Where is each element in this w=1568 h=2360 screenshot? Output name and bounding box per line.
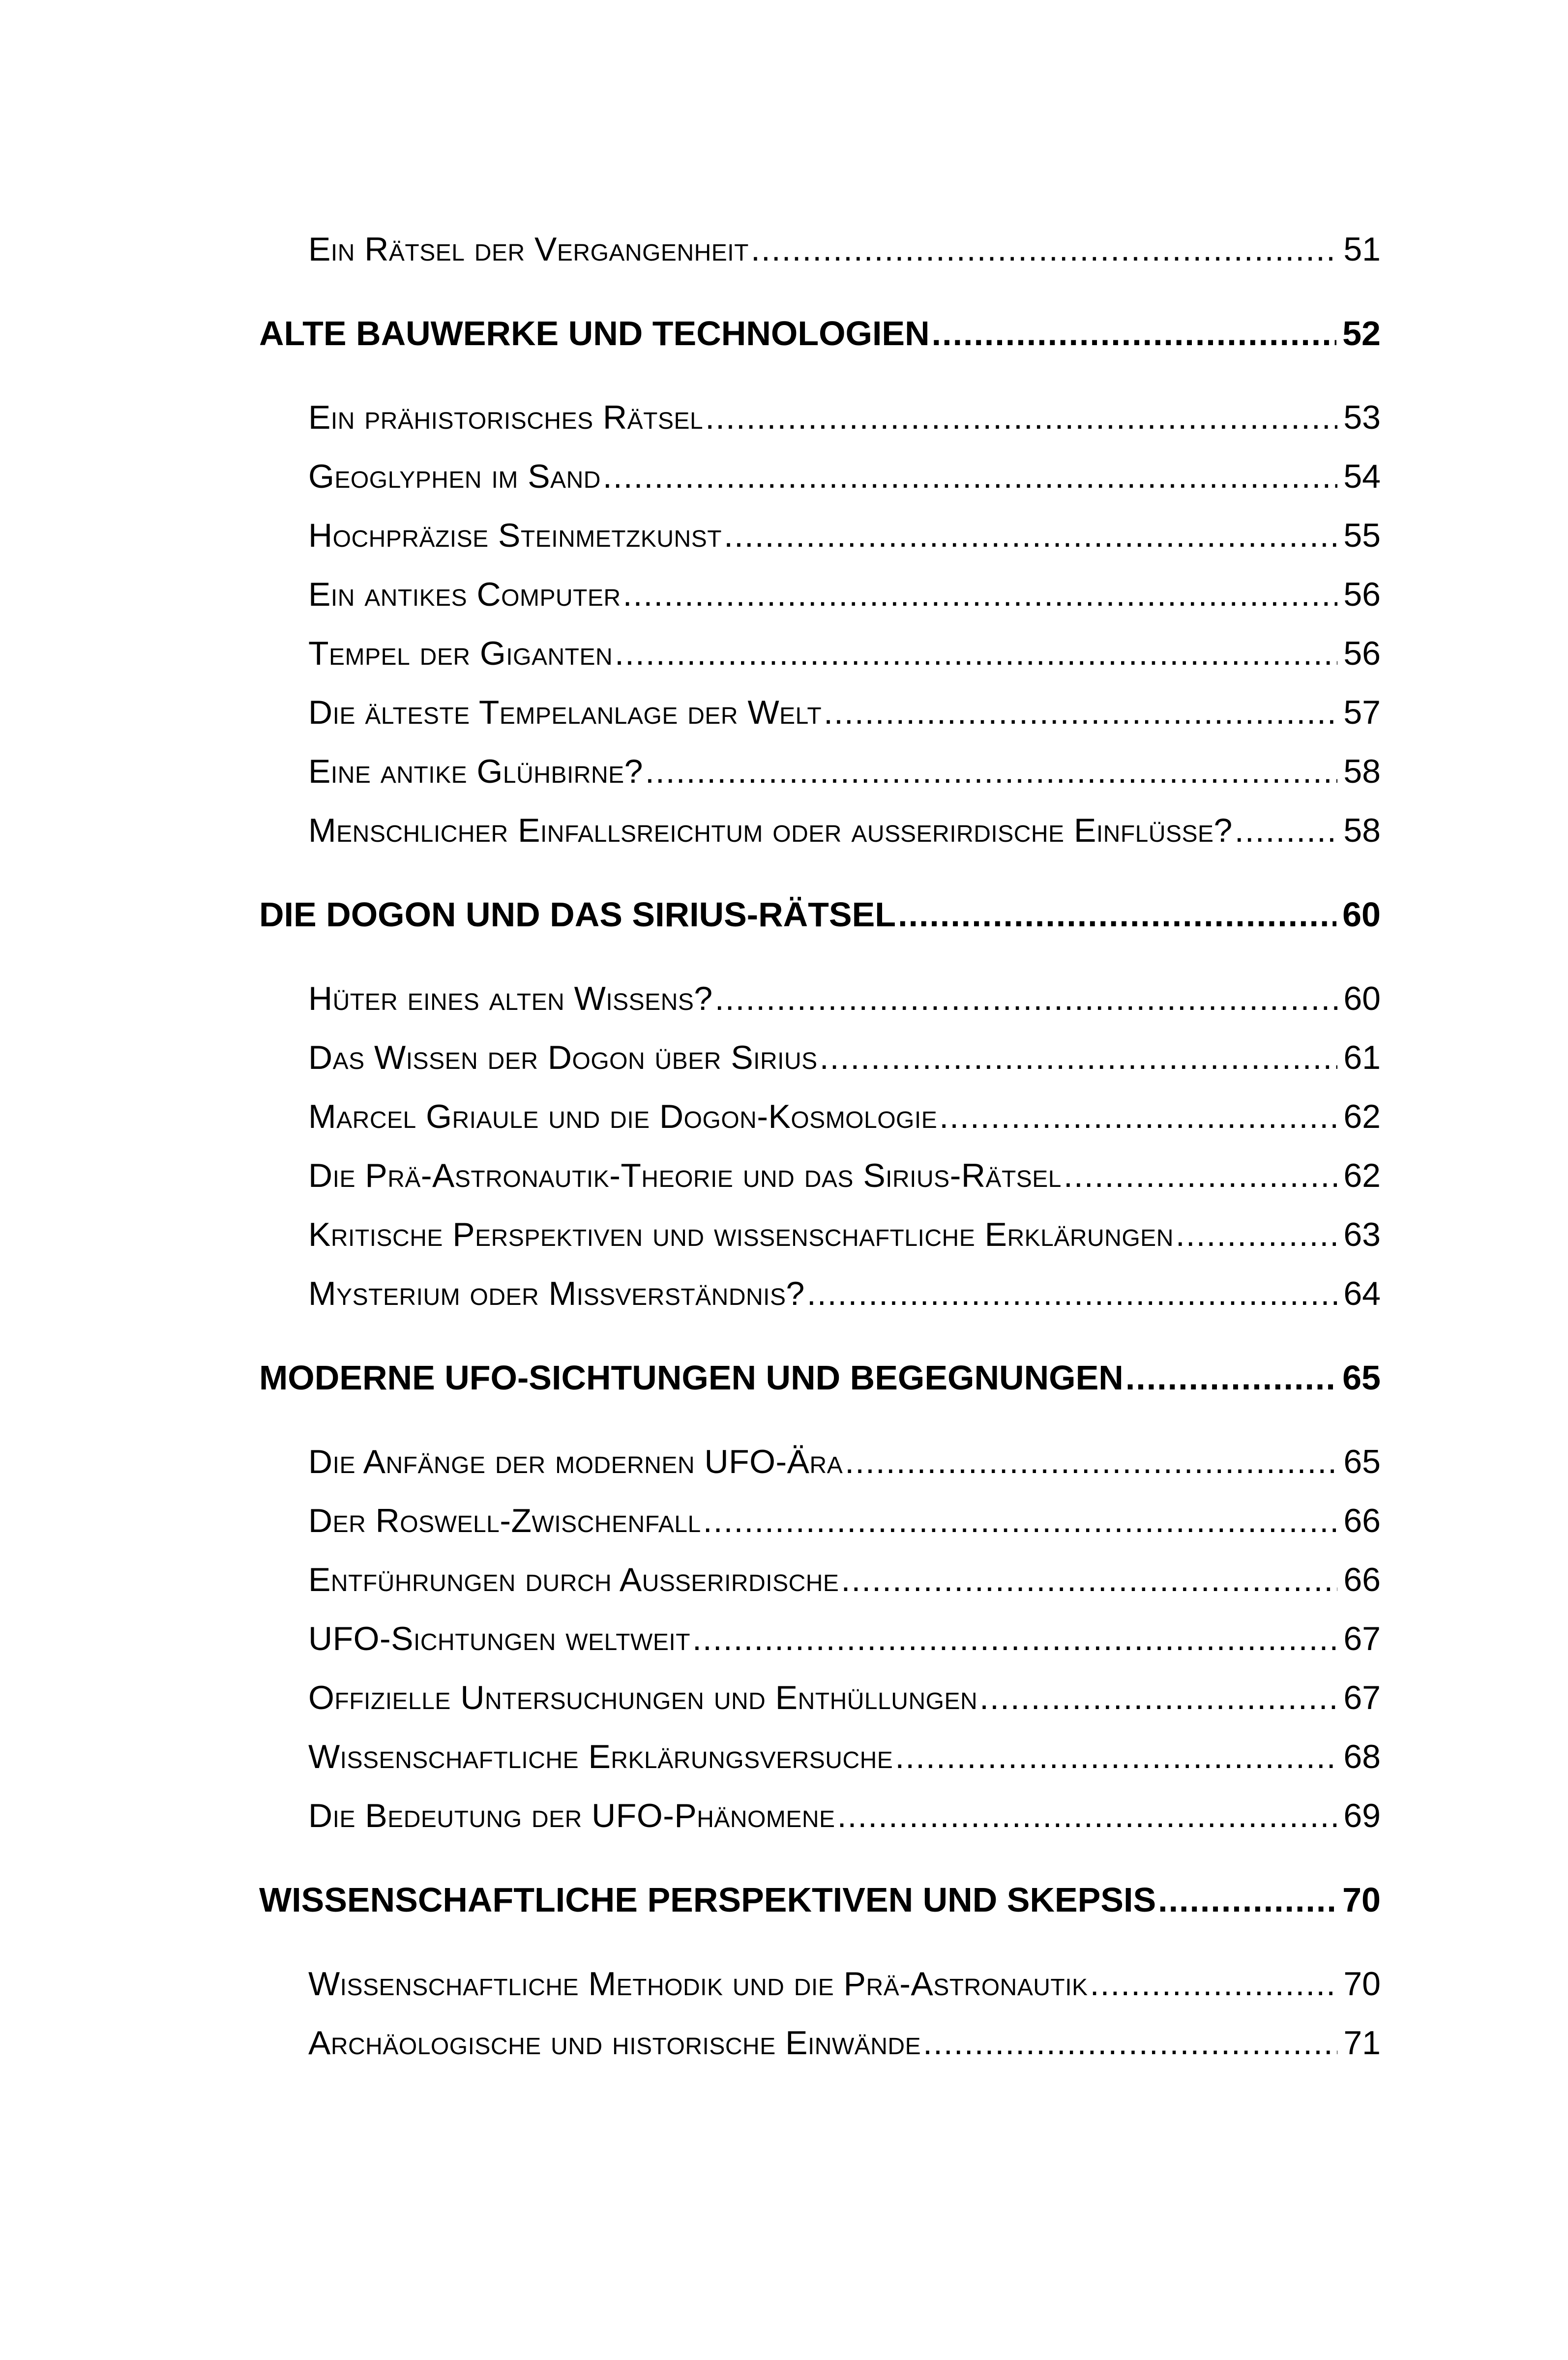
- toc-entry-title: Hochpräzise Steinmetzkunst: [308, 517, 722, 554]
- toc-entry[interactable]: [308, 814, 1381, 847]
- toc-entry-page: 62: [1343, 1157, 1381, 1194]
- toc-chapter[interactable]: [259, 316, 1381, 351]
- toc-chapter[interactable]: [259, 1360, 1381, 1395]
- dot-leader: [932, 316, 1336, 351]
- dot-leader: [895, 1740, 1337, 1773]
- dot-leader: [1176, 1218, 1337, 1251]
- toc-entry-title: Das Wissen der Dogon über Sirius: [308, 1039, 818, 1076]
- toc-chapter-title: MODERNE UFO-SICHTUNGEN UND BEGEGNUNGEN: [259, 1358, 1124, 1397]
- dot-leader: [751, 233, 1337, 266]
- toc-entry-title: Eine antike Glühbirne?: [308, 753, 643, 790]
- toc-entry[interactable]: [308, 578, 1381, 611]
- toc-entry-title: UFO-Sichtungen weltweit: [308, 1620, 691, 1657]
- toc-entry-page: 64: [1343, 1275, 1381, 1312]
- toc-chapter[interactable]: [259, 1883, 1381, 1917]
- dot-leader: [645, 755, 1337, 788]
- toc-entry-page: 70: [1343, 1965, 1381, 2003]
- toc-entry-page: 56: [1343, 576, 1381, 613]
- dot-leader: [837, 1799, 1338, 1832]
- toc-entry-page: 54: [1343, 458, 1381, 495]
- toc-entry[interactable]: [308, 1277, 1381, 1310]
- toc-entry-title: Offizielle Untersuchungen und Enthüllungen: [308, 1679, 978, 1716]
- dot-leader: [979, 1681, 1337, 1714]
- toc-entry-page: 68: [1343, 1738, 1381, 1775]
- dot-leader: [623, 578, 1338, 611]
- dot-leader: [898, 897, 1336, 932]
- toc-entry[interactable]: [308, 1041, 1381, 1074]
- toc-entry-page: 61: [1343, 1039, 1381, 1076]
- toc-entry-page: 66: [1343, 1502, 1381, 1539]
- toc-entry[interactable]: [308, 755, 1381, 788]
- toc-chapter-page: 70: [1342, 1881, 1381, 1919]
- toc-entry-title: Geoglyphen im Sand: [308, 458, 601, 495]
- toc-entry[interactable]: [308, 1740, 1381, 1773]
- toc-entry-title: Hüter eines alten Wissens?: [308, 980, 713, 1017]
- dot-leader: [845, 1445, 1337, 1478]
- toc-entry[interactable]: [308, 1563, 1381, 1596]
- toc-entry-page: 67: [1343, 1679, 1381, 1716]
- toc-entry-page: 63: [1343, 1216, 1381, 1253]
- dot-leader: [1235, 814, 1337, 847]
- toc-entry[interactable]: [308, 1100, 1381, 1133]
- dot-leader: [1064, 1159, 1337, 1192]
- toc-entry-page: 57: [1343, 694, 1381, 731]
- toc-entry[interactable]: [308, 1218, 1381, 1251]
- dot-leader: [807, 1277, 1338, 1310]
- toc-entry-title: Archäologische und historische Einwände: [308, 2024, 921, 2062]
- toc-entry-page: 66: [1343, 1561, 1381, 1598]
- toc-entry[interactable]: [308, 1799, 1381, 1832]
- toc-entry-title: Ein prähistorisches Rätsel: [308, 399, 704, 436]
- dot-leader: [824, 696, 1337, 729]
- dot-leader: [705, 401, 1337, 434]
- toc-entry-title: Die Bedeutung der UFO-Phänomene: [308, 1797, 835, 1834]
- toc-entry[interactable]: [308, 1159, 1381, 1192]
- toc-chapter-page: 65: [1342, 1358, 1381, 1397]
- toc-chapter-page: 52: [1342, 314, 1381, 353]
- toc-chapter[interactable]: [259, 897, 1381, 932]
- toc-entry[interactable]: [308, 519, 1381, 552]
- toc-entry-title: Der Roswell-Zwischenfall: [308, 1502, 701, 1539]
- toc-entry-page: 55: [1343, 517, 1381, 554]
- toc-entry[interactable]: [308, 696, 1381, 729]
- toc-chapter-page: 60: [1342, 895, 1381, 934]
- toc-entry-title: Entführungen durch Außerirdische: [308, 1561, 839, 1598]
- dot-leader: [841, 1563, 1337, 1596]
- toc-chapter-title: DIE DOGON UND DAS SIRIUS-RÄTSEL: [259, 895, 896, 934]
- dot-leader: [615, 637, 1337, 670]
- dot-leader: [923, 2026, 1337, 2060]
- toc-entry[interactable]: [308, 637, 1381, 670]
- toc-entry-page: 71: [1343, 2024, 1381, 2062]
- toc-entry[interactable]: [308, 1445, 1381, 1478]
- toc-entry[interactable]: [308, 401, 1381, 434]
- dot-leader: [715, 982, 1338, 1015]
- dot-leader: [692, 1622, 1337, 1655]
- toc-entry[interactable]: [308, 1681, 1381, 1714]
- dot-leader: [820, 1041, 1338, 1074]
- dot-leader: [1125, 1360, 1336, 1395]
- toc-entry[interactable]: [308, 233, 1381, 266]
- toc-entry-title: Die Anfänge der modernen UFO-Ära: [308, 1443, 843, 1480]
- dot-leader: [603, 460, 1337, 493]
- dot-leader: [939, 1100, 1337, 1133]
- toc-entry-page: 62: [1343, 1098, 1381, 1135]
- toc-entry[interactable]: [308, 982, 1381, 1015]
- toc-entry[interactable]: [308, 460, 1381, 493]
- toc-entry-page: 67: [1343, 1620, 1381, 1657]
- dot-leader: [724, 519, 1337, 552]
- dot-leader: [1090, 1967, 1338, 2001]
- toc-entry-page: 58: [1343, 753, 1381, 790]
- toc-entry-title: Wissenschaftliche Erklärungsversuche: [308, 1738, 893, 1775]
- toc-entry-title: Marcel Griaule und die Dogon-Kosmologie: [308, 1098, 938, 1135]
- toc-entry-title: Menschlicher Einfallsreichtum oder außerirdische Einflüsse?: [308, 812, 1233, 849]
- toc-entry-page: 65: [1343, 1443, 1381, 1480]
- toc-entry-title: Tempel der Giganten: [308, 635, 613, 672]
- toc-entry-title: Mysterium oder Missverständnis?: [308, 1275, 805, 1312]
- toc-entry-title: Ein antikes Computer: [308, 576, 621, 613]
- toc-chapter-title: ALTE BAUWERKE UND TECHNOLOGIEN: [259, 314, 930, 353]
- toc-entry-title: Die Prä-Astronautik-Theorie und das Sirius-Rätsel: [308, 1157, 1062, 1194]
- toc-entry-title: Die älteste Tempelanlage der Welt: [308, 694, 822, 731]
- toc-entry-page: 69: [1343, 1797, 1381, 1834]
- toc-entry-page: 56: [1343, 635, 1381, 672]
- toc-entry[interactable]: [308, 1967, 1381, 2001]
- toc-entry-title: Ein Rätsel der Vergangenheit: [308, 231, 749, 268]
- dot-leader: [703, 1504, 1338, 1537]
- toc-entry[interactable]: [308, 1622, 1381, 1655]
- toc-entry[interactable]: [308, 1504, 1381, 1537]
- toc-entry-page: 58: [1343, 812, 1381, 849]
- toc-entry-page: 53: [1343, 399, 1381, 436]
- toc-entry-title: Wissenschaftliche Methodik und die Prä-Astronautik: [308, 1965, 1088, 2003]
- toc-entry-title: Kritische Perspektiven und wissenschaftliche Erklärungen: [308, 1216, 1174, 1253]
- toc-entry[interactable]: [308, 2026, 1381, 2060]
- toc-entry-page: 60: [1343, 980, 1381, 1017]
- toc-entry-page: 51: [1343, 231, 1381, 268]
- toc-chapter-title: WISSENSCHAFTLICHE PERSPEKTIVEN UND SKEPSIS: [259, 1881, 1156, 1919]
- dot-leader: [1158, 1883, 1336, 1917]
